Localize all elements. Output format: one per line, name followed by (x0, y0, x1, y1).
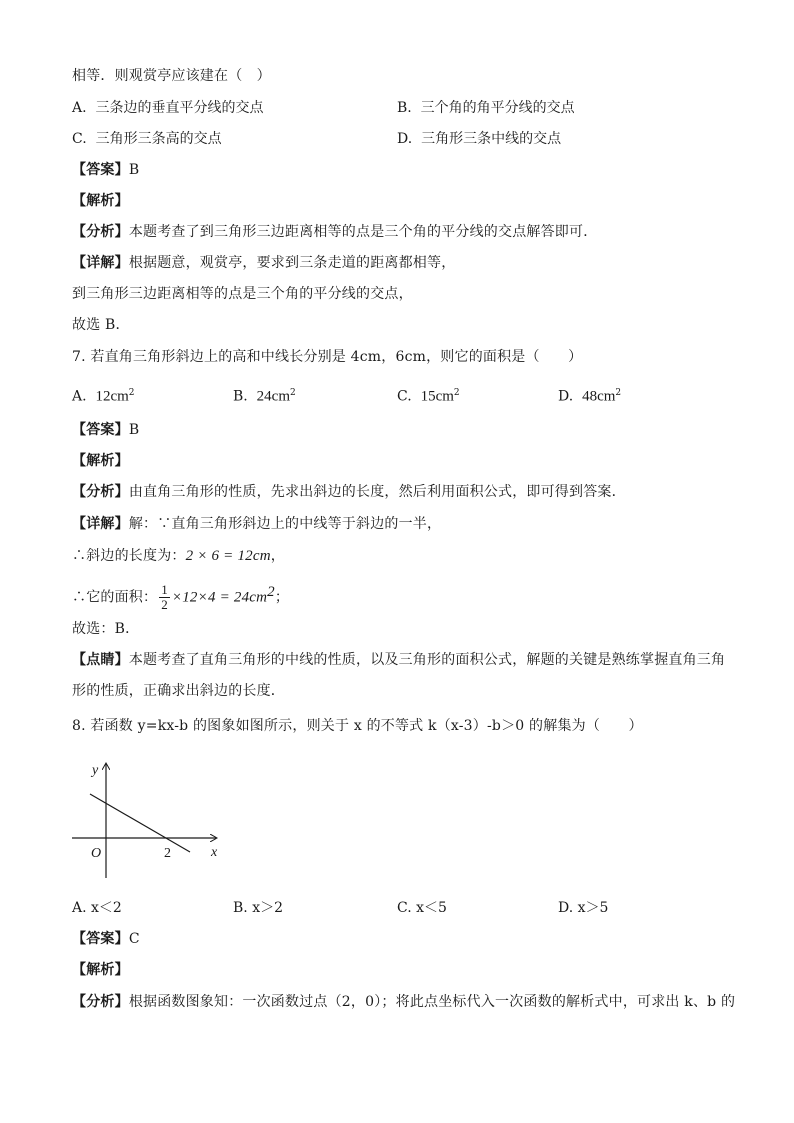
q6-fenxi-tag: 【分析】 (72, 224, 129, 240)
q6-xiangjie (72, 253, 455, 273)
q7-step2-formula: ×12×4 = 24cm (171, 589, 268, 606)
q8-answer-value: C (128, 931, 140, 947)
q8-function-graph (66, 758, 236, 882)
q7-answer-value: B (128, 422, 140, 438)
q7-dianjing-line1: 本题考查了直角三角形的中线的性质，以及三角形的面积公式，解题的关键是熟练掌握直角三角 (128, 652, 726, 668)
q7-option-a-label: A. (72, 388, 87, 405)
q7-xiangjie-tag: 【详解】 (72, 516, 129, 532)
q8-option-b-text: B. x＞2 (233, 900, 283, 916)
q8-y-label: y (92, 763, 99, 778)
q6-option-d-label: D. (397, 131, 413, 147)
q6-conclusion (72, 315, 130, 335)
q7-option-d (558, 383, 621, 407)
q8-origin-label: O (91, 846, 102, 861)
q7-option-c (397, 383, 460, 407)
q6-option-c-label: C. (72, 131, 87, 147)
q7-dianjing (72, 650, 725, 670)
q7-xiangjie-text: 解：∵直角三角形斜边上的中线等于斜边的一半， (128, 516, 442, 532)
q7-step1 (72, 546, 285, 566)
q7-option-b-value: 24cm (256, 388, 290, 405)
q6-option-a (72, 98, 263, 118)
q7-option-d-label: D. (558, 388, 574, 405)
q7-option-b (233, 383, 296, 407)
q8-analysis-tag: 【解析】 (72, 962, 129, 978)
q7-answer (72, 420, 139, 440)
q7-fenxi-text: 由直角三角形的性质，先求出斜边的长度，然后利用面积公式，即可得到答案． (128, 484, 626, 500)
q6-stem (72, 66, 271, 86)
q8-option-d-text: D. x＞5 (558, 900, 609, 916)
q6-answer (72, 160, 139, 180)
q7-option-a-value: 12cm (95, 388, 129, 405)
q8-option-a-text: A. x＜2 (72, 900, 122, 916)
q7-dianjing-line2: 形的性质，正确求出斜边的长度． (72, 683, 285, 699)
q6-analysis-heading (72, 191, 129, 211)
q7-step2-fraction-den: 2 (161, 597, 168, 613)
q7-step2-fraction (159, 583, 170, 612)
q7-step2-fraction-num: 1 (161, 582, 168, 598)
q6-stem-text: 相等．则观赏亭应该建在（ ） (72, 68, 271, 84)
q7-conclusion-text: 故选：B． (72, 621, 140, 637)
q7-conclusion (72, 619, 139, 639)
q8-fenxi-tag: 【分析】 (72, 994, 129, 1010)
q6-option-d-text: 三角形三条中线的交点 (421, 131, 562, 147)
q7-analysis-heading (72, 451, 129, 471)
q8-analysis-heading (72, 960, 129, 980)
q8-option-c-text: C. x＜5 (397, 900, 447, 916)
q7-option-a-exp: 2 (128, 388, 135, 398)
q7-option-d-exp: 2 (615, 388, 622, 398)
q6-answer-tag: 【答案】 (72, 162, 129, 178)
q8-answer (72, 929, 140, 949)
q7-option-b-label: B. (233, 388, 248, 405)
q6-detail-line2 (72, 284, 413, 304)
q7-step1-suffix: ， (270, 548, 285, 564)
q6-answer-value: B (128, 162, 140, 178)
q7-answer-tag: 【答案】 (72, 422, 129, 438)
q8-fenxi-text: 根据函数图象知：一次函数过点（2，0）；将此点坐标代入一次函数的解析式中，可求出 k、b 的 (128, 994, 736, 1010)
q8-option-b (233, 898, 283, 918)
q6-option-a-text: 三条边的垂直平分线的交点 (95, 100, 264, 116)
q7-option-a (72, 383, 135, 407)
q6-xiangjie-text: 根据题意，观赏亭，要求到三条走道的距离都相等， (128, 255, 456, 271)
q8-stem (72, 716, 643, 736)
q8-stem-text: 8. 若函数 y=kx-b 的图象如图所示，则关于 x 的不等式 k（x-3）-b＞0 的解集为（ ） (72, 718, 643, 734)
q6-option-d (397, 129, 561, 149)
q6-option-b-text: 三个角的角平分线的交点 (420, 100, 575, 116)
q7-fenxi (72, 482, 626, 502)
q7-analysis-tag: 【解析】 (72, 453, 129, 469)
q6-detail-line2-text: 到三角形三边距离相等的点是三个角的平分线的交点， (72, 286, 413, 302)
q8-option-d (558, 898, 608, 918)
q7-xiangjie (72, 514, 441, 534)
q7-fenxi-tag: 【分析】 (72, 484, 129, 500)
q8-function-line (90, 794, 190, 852)
q6-fenxi-text: 本题考查了到三角形三边距离相等的点是三个角的平分线的交点解答即可． (128, 224, 598, 240)
q8-intercept-label: 2 (164, 846, 171, 861)
q8-x-label: x (211, 845, 218, 860)
q7-step2 (72, 582, 289, 612)
q7-step1-formula: 2 × 6 = 12cm (185, 548, 271, 564)
q7-dianjing-tag: 【点睛】 (72, 652, 129, 668)
q6-analysis-tag: 【解析】 (72, 193, 129, 209)
q8-option-a (72, 898, 122, 918)
q6-option-c (72, 129, 222, 149)
q7-option-d-value: 48cm (582, 388, 616, 405)
q7-option-c-exp: 2 (453, 388, 460, 398)
q7-dianjing-cont (72, 681, 285, 701)
q7-option-b-exp: 2 (289, 388, 296, 398)
q6-option-c-text: 三角形三条高的交点 (95, 131, 222, 147)
q7-stem-text: 7. 若直角三角形斜边上的高和中线长分别是 4cm，6cm，则它的面积是（ ） (72, 349, 583, 365)
q6-conclusion-text: 故选 B． (72, 317, 130, 333)
q6-xiangjie-tag: 【详解】 (72, 255, 129, 271)
q7-step2-suffix: ； (274, 589, 290, 606)
q8-fenxi (72, 992, 735, 1012)
q6-option-b-label: B. (397, 100, 412, 116)
q8-option-c (397, 898, 447, 918)
q7-step1-prefix: ∴斜边的长度为： (72, 548, 186, 564)
q8-answer-tag: 【答案】 (72, 931, 129, 947)
q6-option-a-label: A. (72, 100, 87, 116)
q7-option-c-value: 15cm (420, 388, 454, 405)
q7-stem (72, 347, 582, 367)
q6-fenxi (72, 222, 597, 242)
q7-step2-exp: 2 (267, 584, 275, 600)
q6-option-b (397, 98, 575, 118)
q7-option-c-label: C. (397, 388, 412, 405)
q7-step2-prefix: ∴它的面积： (72, 589, 158, 606)
